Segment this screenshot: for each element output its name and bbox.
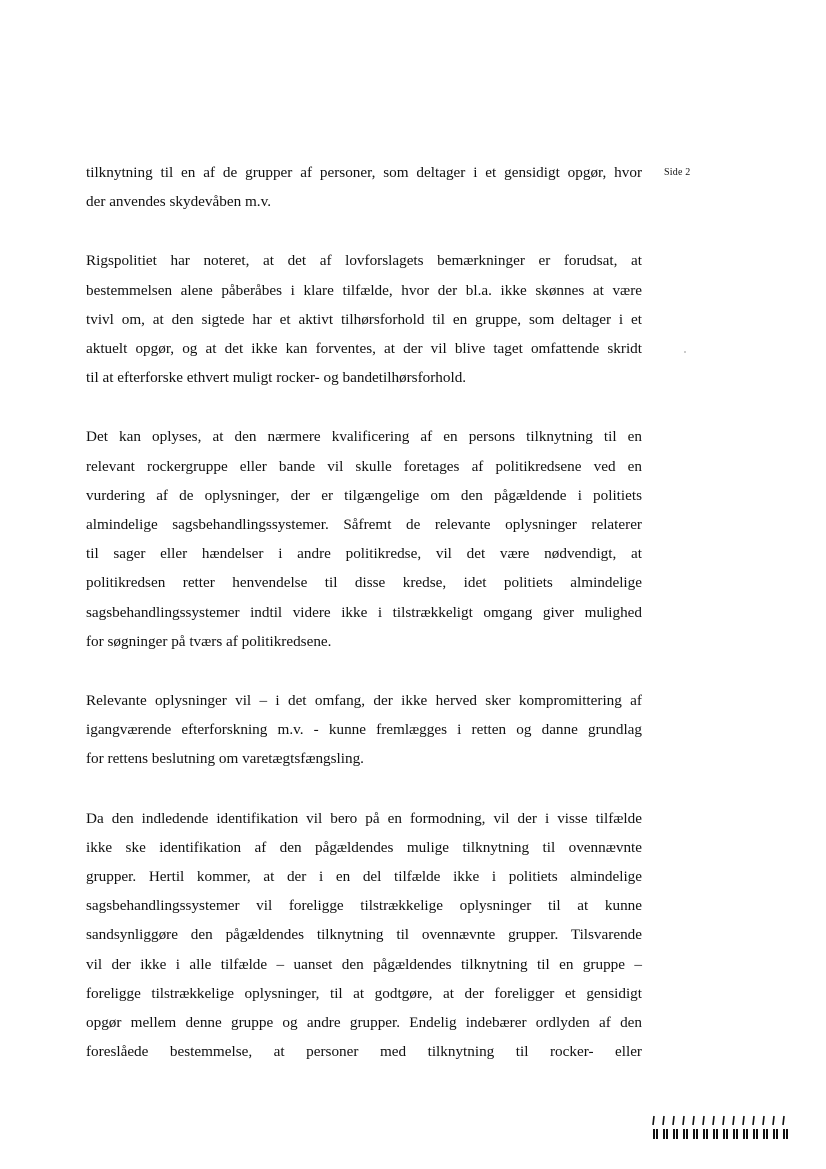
paragraph-3	[86, 422, 642, 656]
page-number: Side 2	[664, 167, 691, 178]
paragraph-4	[86, 686, 642, 774]
text-line: sandsynliggøre den pågældendes tilknytning til ovennævnte grupper. Tilsvarende	[86, 926, 642, 944]
text-line: Rigspolitiet har noteret, at det af lovforslagets bemærkninger er forudsat, at	[86, 252, 642, 270]
text-line: opgør mellem denne gruppe og andre grupper. Endelig indebærer ordlyden af den	[86, 1014, 642, 1032]
text-line: vil der ikke i alle tilfælde – uanset den pågældendes tilknytning til en gruppe –	[86, 955, 642, 973]
text-line: relevant rockergruppe eller bande vil skulle foretages af politikredsene ved en	[86, 457, 642, 475]
text-line: igangværende efterforskning m.v. - kunne fremlægges i retten og danne grundlag	[86, 721, 642, 739]
text-line: der anvendes skydevåben m.v.	[86, 193, 272, 211]
text-line: foreligge tilstrækkelige oplysninger, til at godtgøre, at der foreligger et gensidigt	[86, 984, 642, 1002]
paragraph-1	[86, 158, 642, 216]
barcode-mark	[652, 1114, 792, 1142]
text-line: foreslåede bestemmelse, at personer med tilknytning til rocker- eller	[86, 1043, 642, 1061]
text-line: for rettens beslutning om varetægtsfængsling.	[86, 750, 364, 768]
text-line: aktuelt opgør, og at det ikke kan forventes, at der vil blive taget omfattende skridt	[86, 340, 642, 358]
barcode-top-row	[653, 1116, 784, 1125]
text-line: Det kan oplyses, at den nærmere kvalificering af en persons tilknytning til en	[86, 428, 642, 446]
text-line: grupper. Hertil kommer, at der i en del tilfælde ikke i politiets almindelige	[86, 868, 642, 886]
document-body	[86, 158, 642, 1095]
text-line: tvivl om, at den sigtede har et aktivt tilhørsforhold til en gruppe, som deltager i et	[86, 310, 642, 328]
text-line: til at efterforske ethvert muligt rocker- og bandetilhørsforhold.	[86, 369, 467, 387]
paragraph-2	[86, 246, 642, 392]
barcode-bottom-row	[653, 1129, 788, 1139]
text-line: tilknytning til en af de grupper af personer, som deltager i et gensidigt opgør, hvor	[86, 164, 642, 181]
text-line: politikredsen retter henvendelse til disse kredse, idet politiets almindelige	[86, 574, 642, 592]
text-line: almindelige sagsbehandlingssystemer. Såfremt de relevante oplysninger relaterer	[86, 516, 642, 534]
text-line: sagsbehandlingssystemer indtil videre ikke i tilstrækkeligt omgang giver mulighed	[86, 603, 642, 621]
text-line: Da den indledende identifikation vil bero på en formodning, vil der i visse tilfælde	[86, 809, 642, 827]
text-line: vurdering af de oplysninger, der er tilgængelige om den pågældende i politiets	[86, 486, 642, 504]
text-line: sagsbehandlingssystemer vil foreligge tilstrækkelige oplysninger til at kunne	[86, 897, 642, 915]
text-line: til sager eller hændelser i andre politikredse, vil det være nødvendigt, at	[86, 545, 642, 563]
text-line: bestemmelsen alene påberåbes i klare tilfælde, hvor der bl.a. ikke skønnes at være	[86, 281, 642, 299]
scan-speck	[684, 351, 686, 353]
text-line: ikke ske identifikation af den pågældendes mulige tilknytning til ovennævnte	[86, 838, 642, 856]
text-line: for søgninger på tværs af politikredsene.	[86, 632, 332, 650]
paragraph-5	[86, 804, 642, 1067]
text-line: Relevante oplysninger vil – i det omfang, der ikke herved sker kompromittering af	[86, 692, 642, 710]
